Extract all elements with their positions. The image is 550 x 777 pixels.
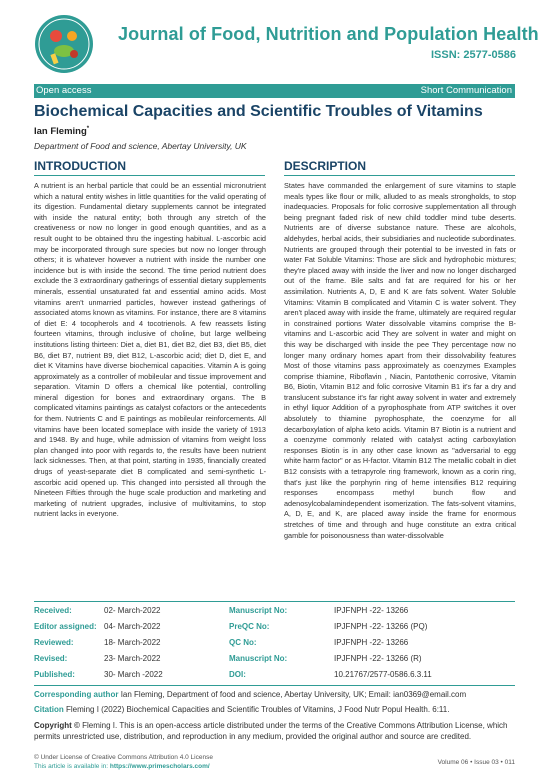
copyright xyxy=(34,721,515,742)
meta-value: 04- March-2022 xyxy=(104,622,161,631)
journal-title: Journal of Food, Nutrition and Population Health xyxy=(118,24,539,44)
description-text: States have commanded the enlargement of sure vitamins to staple meals types like flour or milk, alluded to as meals strongholds, to stop inadequacies. Proposals for folic corrosive supplementation all through being pregnant faded risk of new child toddler mind tube deserts. Nutrients are of diverse substance nature. These are alcohols, aldehydes, herbal acids, their subsidiaries and nucleotide subordinates. Nutrients are grouped through their potential to be invested in fats or water Fat Soluble Vitamins: Those are slick and hydrophobic mixtures; they're placed away with inside the liver and now no longer discharged out of the frame. Bile salts and fat are required for his or her assimilation. Nutrients A, D, E and K are fats solvent. Water Soluble Vitamins: Vitamin B complicated and Vitamin C is water solvent. They aren't placed away with inside the frame, ultimately are required regular in constrained portions Water dissolvable vitamins comprise the B-vitamins and L-ascorbic acid They are solvent in water and might on this way be discharged with inside the pee They percentage now no longer many ordinary homes apart from their dissolvability features Most of those vitamins pass approximately as coenzymes Examples comprise thiamine, Riboflavin , Niacin, Pantothenic corrosive, Vitamin B6, Biotin, Vitamin B12 and folic corrosive Vitamin B1 it's far a dry and translucent substance it's far right away solvent in water and extremely in ethyl liquor Addition of a pyrophosphate from ATP switches it over absolutely to thiamine pyrophosphate, the coenzyme for all decarboxylation of alpha keto acids. Vitamin B7 Biotin is a nutrient and a coenzyme commonly related with catalyst acting carboxylation responses Biotin is in any other case known as "adversarial to egg white harm factor" or as H-factor. Vitamin B12 The metallic cobalt in diet B12 consists with a tetrapyrole ring framework, known as a corin ring, that's just like the porphyrin ring of heme intensifies B12 requiring responses encompass methyl bunch flow and adenosylcobalamindependent isomerization. The fats-solvent vitamins, A, D, E, and K, are placed away inside the frame for enormous stretches of time and through and huge constitute an extra critical gamble for poisonousness than water-dissolvable xyxy=(284,181,516,540)
author-name: Ian Fleming xyxy=(34,126,87,138)
meta-value: 18- March-2022 xyxy=(104,638,161,647)
meta-label: Reviewed: xyxy=(34,638,74,647)
volume-issue: Volume 06 • Issue 03 • 011 xyxy=(437,759,515,766)
food-logo-icon xyxy=(34,14,94,74)
open-access-label: Open access xyxy=(36,85,92,96)
section-divider xyxy=(284,175,515,176)
availability-prefix: This article is available in: xyxy=(34,763,110,770)
copyright-label: Copyright © xyxy=(34,721,80,730)
corresponding-author xyxy=(34,690,515,701)
meta-label: Published: xyxy=(34,670,75,679)
meta-label: Revised: xyxy=(34,654,68,663)
meta-label: Manuscript No: xyxy=(229,654,288,663)
meta-value: IPJFNPH -22- 13266 xyxy=(334,638,409,647)
meta-label: Manuscript No: xyxy=(229,606,288,615)
meta-value: 02- March-2022 xyxy=(104,606,161,615)
description-heading: DESCRIPTION xyxy=(284,159,367,173)
author-line xyxy=(34,126,89,137)
meta-row xyxy=(34,637,515,653)
author-mark: * xyxy=(86,126,90,132)
meta-label: PreQC No: xyxy=(229,622,270,631)
corresponding-text: Ian Fleming, Department of food and science, Abertay University, UK; Email: ian0369@email.com xyxy=(120,690,467,699)
meta-value: 30- March -2022 xyxy=(104,670,163,679)
citation-text: Fleming I (2022) Biochemical Capacities and Scientific Troubles of Vitamins, J Food Nutr Popul Health. 6:11. xyxy=(66,705,450,714)
license-text: © Under License of Creative Commons Attribution 4.0 License xyxy=(34,754,213,761)
meta-row xyxy=(34,653,515,669)
article-title: Biochemical Capacities and Scientific Troubles of Vitamins xyxy=(34,103,483,120)
meta-value: IPJFNPH -22- 13266 xyxy=(334,606,409,615)
article-type-label: Short Communication xyxy=(420,85,512,96)
article-meta-table xyxy=(34,605,515,685)
meta-divider xyxy=(34,601,515,602)
meta-label: Received: xyxy=(34,606,72,615)
meta-label: DOI: xyxy=(229,670,246,679)
citation xyxy=(34,705,515,716)
meta-row xyxy=(34,621,515,637)
issn: ISSN: 2577-0586 xyxy=(431,49,516,61)
introduction-heading: INTRODUCTION xyxy=(34,159,126,173)
meta-value: IPJFNPH -22- 13266 (R) xyxy=(334,654,422,663)
copyright-text: Fleming I. This is an open-access article distributed under the terms of the Creative Commons Attribution License, which permits unrestricted use, distribution, and reproduction in any medium, provided the original author and source are credited. xyxy=(34,721,508,741)
citation-label: Citation xyxy=(34,705,64,714)
corresponding-label: Corresponding author xyxy=(34,690,119,699)
meta-divider xyxy=(34,685,515,686)
access-bar xyxy=(34,84,515,98)
availability-line xyxy=(34,763,210,770)
meta-value: 23- March-2022 xyxy=(104,654,161,663)
meta-label: Editor assigned: xyxy=(34,622,97,631)
meta-label: QC No: xyxy=(229,638,257,647)
meta-row xyxy=(34,605,515,621)
author-affiliation: Department of Food and science, Abertay University, UK xyxy=(34,141,247,151)
meta-value: IPJFNPH -22- 13266 (PQ) xyxy=(334,622,428,631)
introduction-text: A nutrient is an herbal particle that could be an essential micronutrient which a natural entity wishes in little quantities for the valid operating of its digestion. Fundamental dietary supplements cannot be integrated with inside the natural entity; both through any stretch of the creativeness or now no longer in good enough quantities, and as a result ought to be obtained thru the ingesting habitual. L-ascorbic acid may be incorporated through sure species but now no longer through others; it is whatever however a nutrient with inside the number one incidence but is with inside the second. The time period nutrient does exclude the 3 extraordinary gatherings of essential dietary supplements minerals, essential unsaturated fat and essential amino acids. Most vitamins aren't unmarried particles, however instead gatherings of associated atoms known as vitamins. For instance, there are 8 vitamins of diet E: 4 tocopherols and 4 tocotrienols. A few reassets listing fourteen vitamins, through inclusive of choline, but large wellbeing institutions listing thirteen: Diet a, diet B1, diet B2, diet B3, diet B5, diet B6, diet B7, nutrient B9, diet B12, L-ascorbic acid; diet D, diet E, and diet K Vitamins have diverse biochemical capacities. Vitamin A is going approximately as a controller of mobileular and tissue improvement and separation. Vitamin D offers a chemical like potential, controlling mineral digestion for bones and extraordinary organs. The B complicated vitamins paintings as catalyst cofactors or the antecedents for them. Nutrients C and E paintings as mobileular reinforcements. All vitamins have been located someplace with inside the variety of 1913 and 1948. By and huge, while admission of vitamins from weight loss plan changed into poor with regards to, the results have been nutrient lack sicknesses. Then, at that point, starting in 1935, financially created drugs of yeast-separate diet B complicated and semi-synthetic L-ascorbic acid opened up. This changed into persisted all through the Nineteen Fifties through the huge scale production and marketing and marketing of nutrient upgrades, inclusive of multivitamins, to stop nutrient lacks in everyone. xyxy=(34,181,266,519)
journal-header xyxy=(0,0,550,82)
meta-row xyxy=(34,669,515,685)
doi-link[interactable]: 10.21767/2577-0586.6.3.11 xyxy=(334,670,432,679)
website-link[interactable]: https://www.primescholars.com/ xyxy=(109,763,210,770)
section-divider xyxy=(34,175,265,176)
